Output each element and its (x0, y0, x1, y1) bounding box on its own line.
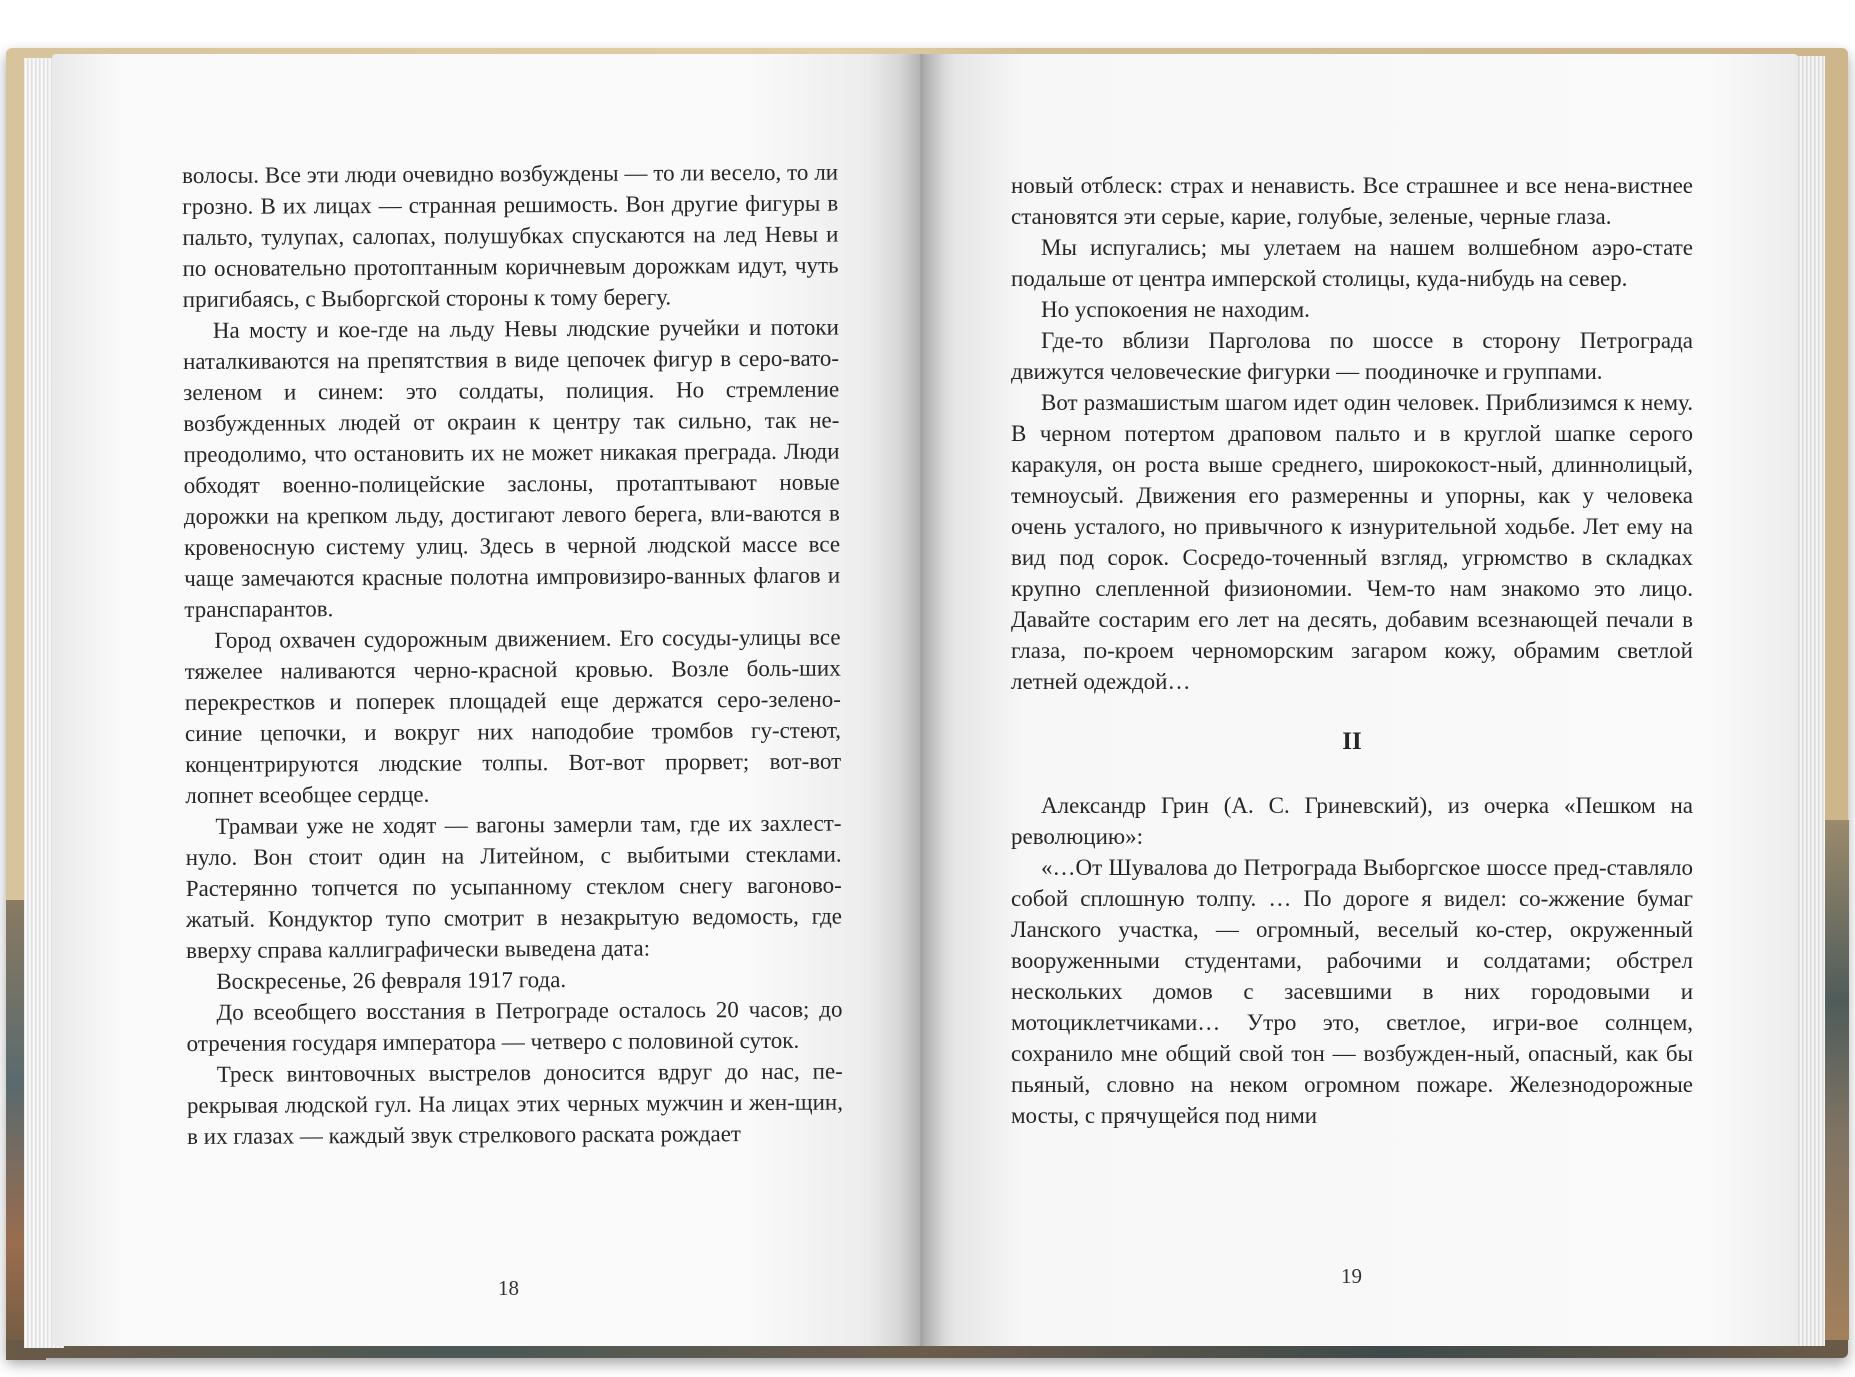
paragraph: «…От Шувалова до Петрограда Выборгское шоссе пред-ставляло собой сплошную толпу. … По дороге я видел: со-жжение бумаг Ланского участка, — огромный, веселый ко-стер, окруженный вооруженными студентами, рабочими и солдатами; обстрел нескольких домов с засевшими в них городовыми и мотоциклетчиками… Утро это, светлое, игри-вое солнцем, сохранило мне общий свой тон — возбужден-ный, опасный, как бы пьяный, словно на неком огромном пожаре. Железнодорожные мосты, с прячущейся под ними (1011, 855, 1693, 1128)
paragraph: До всеобщего восстания в Петрограде осталось 20 часов; до отречения государя императора — четверо с половиной суток. (186, 996, 843, 1056)
page-number-right: 19 (1341, 1264, 1362, 1288)
paragraph: Но успокоения не находим. (1041, 297, 1310, 322)
paragraph: Вот размашистым шагом идет один человек. Приблизимся к нему. В черном потертом драповом пальто и в круглой шапке серого каракуля, он роста выше среднего, ширококост-ный, длиннолицый, темноусый. Движения его размеренны и упорны, как у человека очень усталого, но привычного к изнурительной ходьбе. Лет ему на вид под сорок. Сосредо-точенный взгляд, угрюмство в складках крупно слепленной физиономии. Чем-то нам знакомо это лицо. Давайте состарим его лет на десять, добавим всезнающей печали в глаза, по-кроем черноморским загаром кожу, обрамим светлой летней одеждой… (1011, 390, 1693, 694)
paragraph: новый отблеск: страх и ненависть. Все страшнее и все нена-вистнее становятся эти серые, карие, голубые, зеленые, черные глаза. (1011, 173, 1693, 229)
paragraph: Александр Грин (А. С. Гриневский), из очерка «Пешком на революцию»: (1011, 793, 1693, 849)
paragraph: На мосту и кое-где на льду Невы людские ручейки и потоки наталкиваются на препятствия в виде цепочек фигур в серо-вато-зеленом и синем: это солдаты, полиция. Но стремление возбужденных людей от окраин к центру так сильно, так не-преодолимо, что остановить их не может никакая преграда. Люди обходят военно-полицейские заслоны, протаптывают новые дорожки на крепком льду, достигают левого берега, вли-ваются в кровеносную систему улиц. Здесь в черной людской массе все чаще замечаются красные полотна импровизиро-ванных флагов и транспарантов. (182, 314, 841, 622)
page-number-left: 18 (498, 1276, 519, 1300)
paragraph: Мы испугались; мы улетаем на нашем волшебном аэро-стате подальше от центра имперской столицы, куда-нибудь на север. (1011, 235, 1693, 291)
book-gutter (900, 54, 944, 1346)
paragraph: Город охвачен судорожным движением. Его сосуды-улицы все тяжелее наливаются черно-красной кровью. Возле боль-ших перекрестков и поперек площадей еще держатся серо-зелено-синие цепочки, и вокруг них наподобие тромбов гу-стеют, концентрируются людские толпы. Вот-вот прорвет; вот-вот лопнет всеобщее сердце. (184, 624, 842, 808)
paragraph: Треск винтовочных выстрелов доносится вдруг до нас, пе-рекрывая людской гул. На лицах этих черных мужчин и жен-щин, в их глазах — каждый звук стрелкового раската рождает (186, 1058, 844, 1149)
paragraph: волосы. Все эти люди очевидно возбуждены — то ли весело, то ли грозно. В их лицах — странная решимость. Вон другие фигуры в пальто, тулупах, салопах, полушубках спускаются на лед Невы и по основательно протоптанным коричневым дорожкам идут, чуть пригибаясь, с Выборгской стороны к тому берегу. (182, 159, 839, 312)
left-page-text (182, 157, 843, 1152)
page-edges-right (1795, 56, 1825, 1346)
paragraph: Воскресенье, 26 февраля 1917 года. (216, 967, 567, 994)
chapter-heading: II (1342, 728, 1362, 755)
right-page-text (1011, 170, 1693, 1131)
paragraph: Трамваи уже не ходят — вагоны замерли там, где их захлест-нуло. Вон стоит один на Литейном, с выбитыми стеклами. Растерянно топчется по усыпанному стеклом снегу вагоново-жатый. Кондуктор тупо смотрит в незакрытую ведомость, где вверху справа каллиграфически выведена дата: (185, 810, 843, 963)
paragraph: Где-то вблизи Парголова по шоссе в сторону Петрограда движутся человеческие фигурки — поодиночке и группами. (1011, 328, 1693, 384)
